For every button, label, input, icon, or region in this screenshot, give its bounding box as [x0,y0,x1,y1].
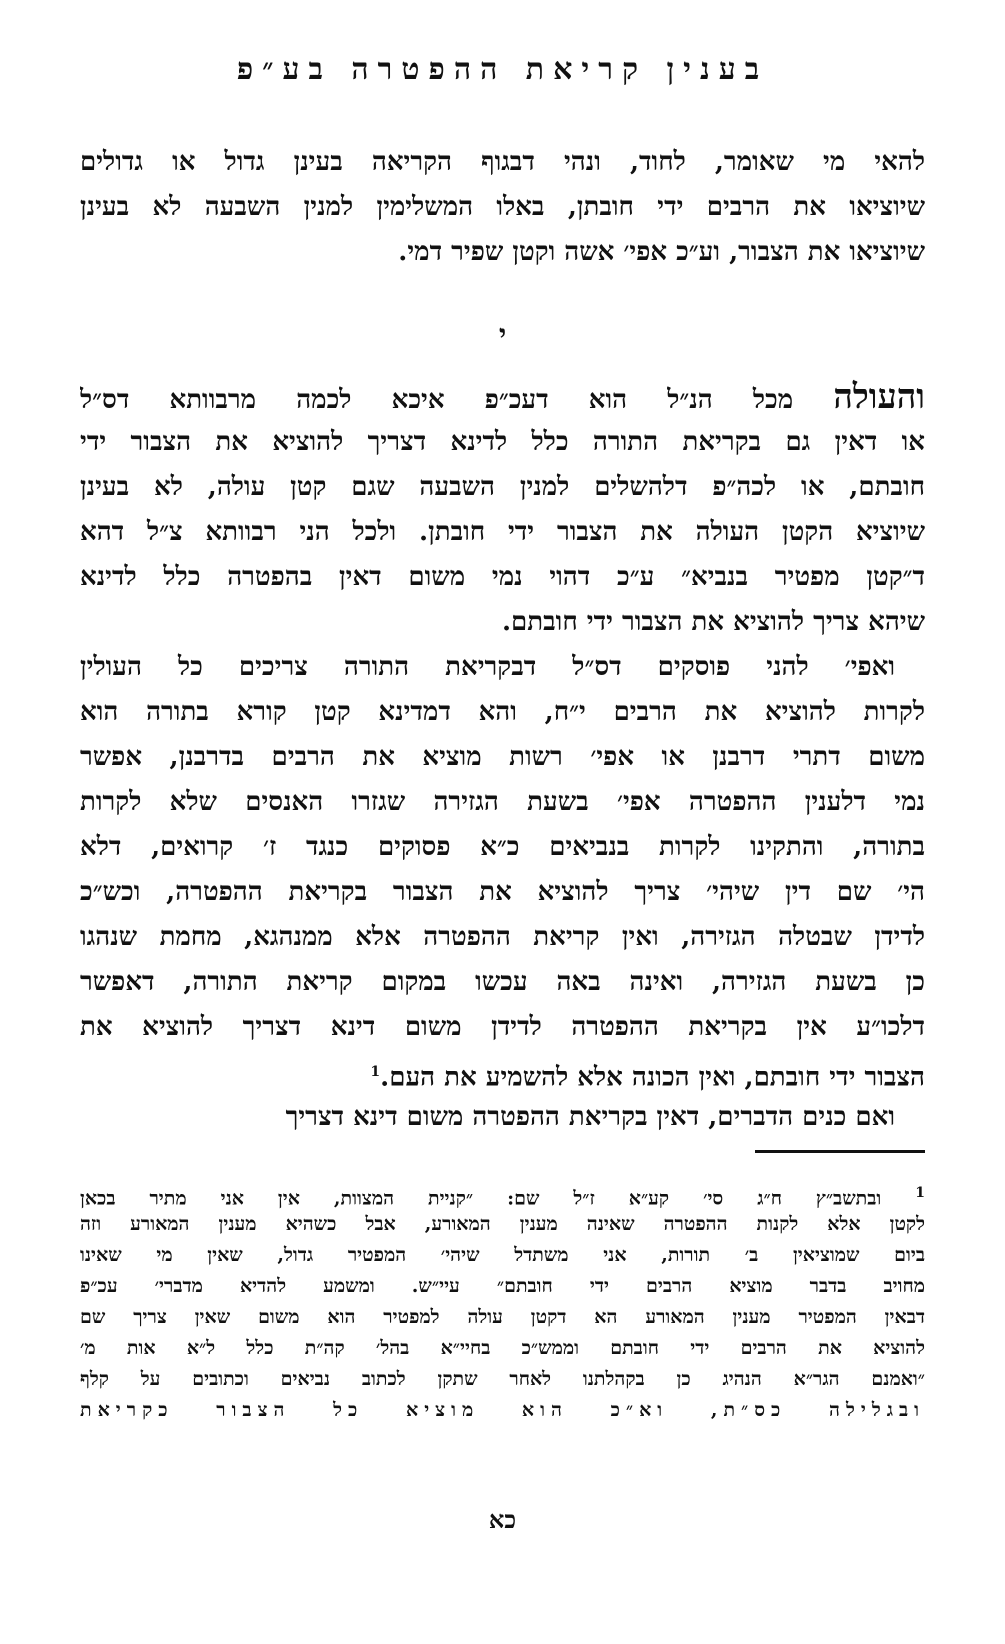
third-paragraph [80,1095,925,1140]
text-line: ואפי׳ להני פוסקים דס״ל דבקריאת התורה צריכים כל העולין [80,652,895,682]
section-mark: י [498,318,507,351]
footnote-line: ״ואמנם הגר״א הנהיג כן בקהלתנו לאחר שתקן לכתוב נביאים וכתובים על קלף [80,1368,925,1390]
footnote-line: ובגלילה כס״ת, וא״כ הוא מוציא כל הצבור כקריאת [80,1399,925,1421]
text-line: חובתם, או לכה״פ דלהשלים למנין השבעה שגם קטן עולה, לא בעינן [80,472,925,502]
footnote-line: ביום שמוציאין ב׳ תורות, אני משתדל שיהי׳ המפטיר גדול, שאין מי שאינו [80,1244,925,1266]
footnote-line: מחויב בדבר מוציא הרבים ידי חובתם״ עיי״ש. ומשמע להדיא מדברי׳ עכ״פ [80,1275,925,1297]
text-line: שיוציאו את הרבים ידי חובתן, באלו המשלימין למנין השבעה לא בעינן [80,192,925,222]
section-paragraph [80,375,925,645]
text-line: לקרות להוציא את הרבים י״ח, והא דמדינא קטן קורא בתורה הוא [80,697,925,727]
text-line [80,1050,925,1095]
text-line: שיוציא הקטן העולה את הצבור ידי חובתן. ולכל הני רבוותא צ״ל דהא [80,517,925,547]
text-line: שיהא צריך להוציא את הצבור ידי חובתם. [502,607,925,637]
footnote-block [80,1178,925,1426]
text-line-rest: מכל הנ״ל הוא דעכ״פ איכא לכמה מרבוותא דס״ל [80,385,794,415]
section-lead-word: והעולה [833,377,925,417]
footnote-line: להוציא את הרבים ידי חובתם וממש״כ בחיי״א בהל׳ קה״ת כלל ל״א אות מ׳ [80,1337,925,1359]
text-line-content: הצבור ידי חובתם, ואין הכונה אלא להשמיע את העם. [380,1062,925,1093]
footnote-line: דבאין המפטיר מענין המאורע הא דקטן עולה למפטיר הוא משום שאין צריך שם [80,1306,925,1328]
text-line: משום דתרי דרבנן או אפי׳ רשות מוציא את הרבים בדרבנן, אפשר [80,742,925,772]
text-line: לדידן שבטלה הגזירה, ואין קריאת ההפטרה אלא ממנהגא, מחמת שנהגו [80,922,925,952]
text-line: או דאין גם בקריאת התורה כלל לדינא דצריך להוציא את הצבור ידי [80,427,925,457]
running-head: בענין קריאת ההפטרה בע״פ [236,52,769,87]
text-line: בתורה, והתקינו לקרות בנביאים כ״א פסוקים כנגד ז׳ קרואים, דלא [80,832,925,862]
text-line: ד״קטן מפטיר בנביא״ ע״כ דהוי נמי משום דאין בהפטרה כלל לדינא [80,562,925,592]
page-number: כא [488,1505,517,1534]
text-line [80,375,925,420]
footnote-line [80,1178,925,1209]
text-line: דלכו״ע אין בקריאת ההפטרה לדידן משום דינא דצריך להוציא את [80,1012,925,1042]
footnote-divider [755,1150,925,1153]
intro-paragraph [80,140,925,275]
footnote-number: 1 [915,1185,925,1201]
second-paragraph [80,645,925,1095]
text-line: להאי מי שאומר, לחוד, ונהי דבגוף הקריאה בעינן גדול או גדולים [80,147,925,177]
text-line: נמי דלענין ההפטרה אפי׳ בשעת הגזירה שגזרו האנסים שלא לקרות [80,787,925,817]
footnote-text: ובתשב״ץ ח״ג סי׳ קע״א ז״ל שם: ״קניית המצוות, אין אני מתיר בכאן [80,1187,882,1209]
text-line: ואם כנים הדברים, דאין בקריאת ההפטרה משום דינא דצריך [285,1102,895,1132]
footnote-line: לקטן אלא לקנות ההפטרה שאינה מענין המאורע, אבל כשהיא מענין המאורע וזה [80,1213,925,1235]
text-line: הי׳ שם דין שיהי׳ צריך להוציא את הצבור בקריאת ההפטרה, וכש״כ [80,877,925,907]
text-line: שיוציאו את הצבור, וע״כ אפי׳ אשה וקטן שפיר דמי. [398,237,925,267]
footnote-reference[interactable]: 1 [370,1064,381,1080]
text-line: כן בשעת הגזירה, ואינה באה עכשו במקום קריאת התורה, דאפשר [80,967,925,997]
